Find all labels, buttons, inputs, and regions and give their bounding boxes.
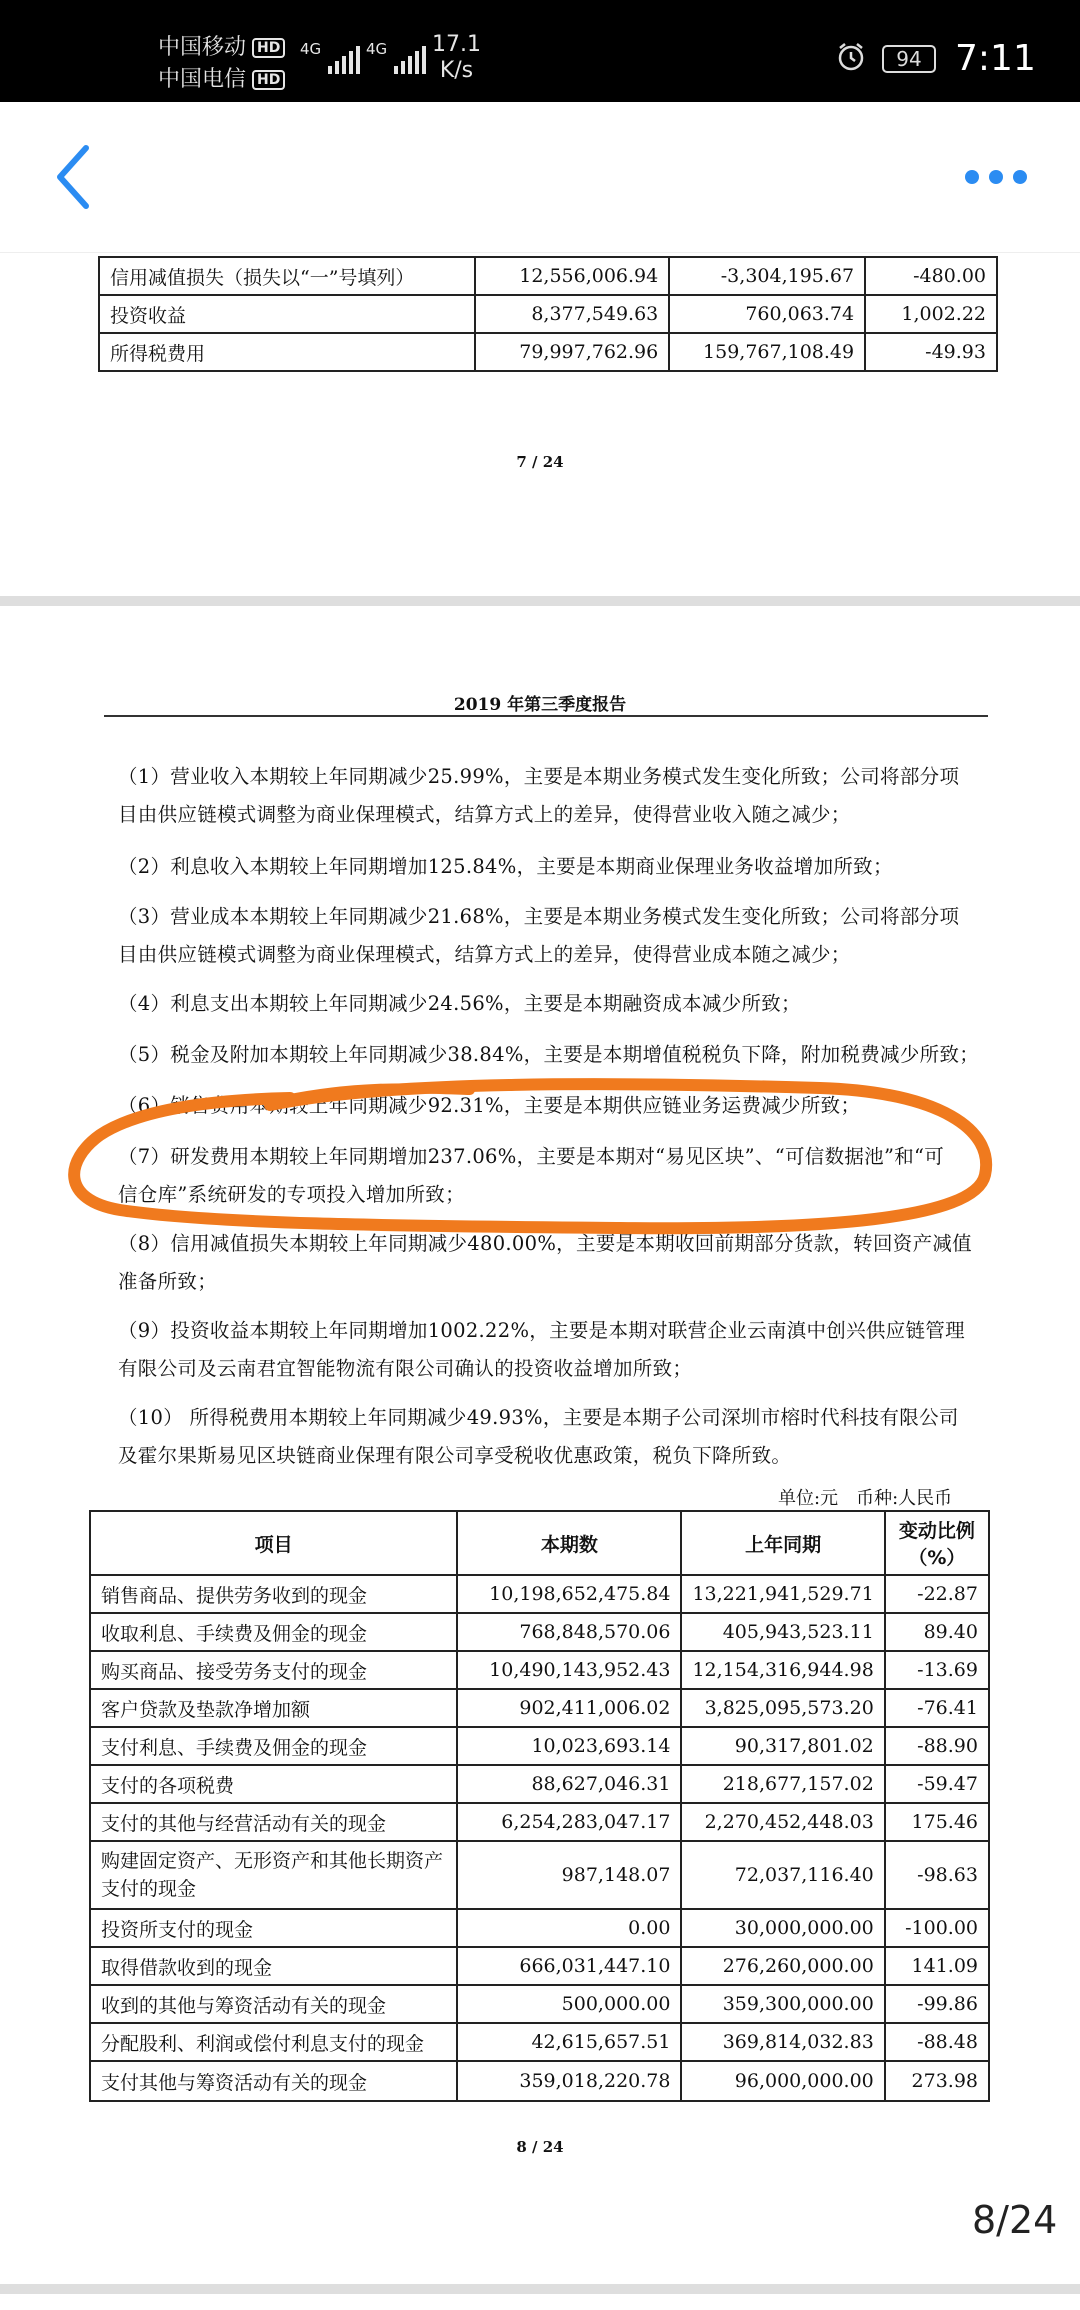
hd-badge: HD: [252, 70, 285, 90]
table-cell: 369,814,032.83: [681, 2023, 884, 2061]
more-options-icon[interactable]: [965, 157, 1035, 197]
paragraph-line: （10） 所得税费用本期较上年同期减少49.93%，主要是本期子公司深圳市榕时代科技有限公司: [118, 1406, 959, 1429]
paragraph-line: （1）营业收入本期较上年同期减少25.99%，主要是本期业务模式发生变化所致；公司将部分项: [118, 765, 960, 788]
paragraph-line: 目由供应链模式调整为商业保理模式，结算方式上的差异，使得营业成本随之减少；: [118, 943, 851, 966]
cell-line: 购建固定资产、无形资产和其他长期资产: [101, 1850, 444, 1872]
paragraph-line: 有限公司及云南君宜智能物流有限公司确认的投资收益增加所致；: [118, 1357, 693, 1380]
table-cell: 收取利息、手续费及佣金的现金: [90, 1613, 457, 1651]
table-cell: 支付其他与筹资活动有关的现金: [90, 2061, 457, 2101]
signal-icon: [328, 44, 360, 74]
table-cell: -88.90: [885, 1727, 989, 1765]
table-header-row: [90, 1511, 989, 1575]
paragraph-4: [118, 985, 998, 1023]
table-row: [90, 1575, 989, 1613]
table-row: [90, 1765, 989, 1803]
table-cell: 3,825,095,573.20: [681, 1689, 884, 1727]
column-header: 项目: [90, 1511, 457, 1575]
network-type-1: 4G: [300, 40, 322, 58]
column-header-line: （%）: [908, 1547, 966, 1569]
table-cell: 141.09: [885, 1947, 989, 1985]
table-cell: 支付的其他与经营活动有关的现金: [90, 1803, 457, 1841]
table-cell: 2,270,452,448.03: [681, 1803, 884, 1841]
table-cell: 10,198,652,475.84: [457, 1575, 681, 1613]
column-header: 本期数: [457, 1511, 681, 1575]
table-cell: -13.69: [885, 1651, 989, 1689]
clock: 7:11: [955, 38, 1036, 79]
table-cell: 760,063.74: [669, 295, 865, 333]
column-header: 上年同期: [681, 1511, 884, 1575]
table-cell: 分配股利、利润或偿付利息支付的现金: [90, 2023, 457, 2061]
table-cell: 175.46: [885, 1803, 989, 1841]
paragraph-2: [118, 848, 998, 886]
table-cell: 10,490,143,952.43: [457, 1651, 681, 1689]
table-row: [90, 1613, 989, 1651]
paragraph-3: [118, 898, 998, 974]
paragraph-line: 信仓库”系统研发的专项投入增加所致；: [118, 1183, 465, 1206]
table-cell: 取得借款收到的现金: [90, 1947, 457, 1985]
table-cell: 72,037,116.40: [681, 1841, 884, 1909]
table-cell: 支付利息、手续费及佣金的现金: [90, 1727, 457, 1765]
report-title: 2019 年第三季度报告: [453, 695, 627, 715]
table-cell: -99.86: [885, 1985, 989, 2023]
table-cell: -59.47: [885, 1765, 989, 1803]
table-cell: 0.00: [457, 1909, 681, 1947]
page-divider: [0, 596, 1080, 606]
table-cell: 销售商品、提供劳务收到的现金: [90, 1575, 457, 1613]
table-cell: -22.87: [885, 1575, 989, 1613]
table-cell: [90, 1841, 457, 1909]
paragraph-9: [118, 1312, 998, 1388]
network-type-2: 4G: [366, 40, 388, 58]
table-cell: 276,260,000.00: [681, 1947, 884, 1985]
table-cell: 信用减值损失（损失以“一”号填列）: [99, 257, 475, 295]
table-cell: 13,221,941,529.71: [681, 1575, 884, 1613]
table-cell: 42,615,657.51: [457, 2023, 681, 2061]
header-rule: [104, 715, 988, 717]
table-cell: 273.98: [885, 2061, 989, 2101]
table-cell: 79,997,762.96: [475, 333, 669, 371]
table-row: [90, 1689, 989, 1727]
table-cell: 359,300,000.00: [681, 1985, 884, 2023]
table-cell: -3,304,195.67: [669, 257, 865, 295]
table-cell: 1,002.22: [865, 295, 997, 333]
table-cell: 8,377,549.63: [475, 295, 669, 333]
table-cell: 所得税费用: [99, 333, 475, 371]
table-cell: 10,023,693.14: [457, 1727, 681, 1765]
network-speed: [432, 32, 481, 84]
speed-unit: K/s: [439, 58, 474, 83]
paragraph-line: （2）利息收入本期较上年同期增加125.84%，主要是本期商业保理业务收益增加所致；: [118, 855, 893, 878]
paragraph-line: （7）研发费用本期较上年同期增加237.06%，主要是本期对“易见区块”、“可信数据池”和“可: [118, 1145, 945, 1168]
table-cell: 收到的其他与筹资活动有关的现金: [90, 1985, 457, 2023]
cash-flow-table: [89, 1510, 990, 2102]
paragraph-line: （4）利息支出本期较上年同期减少24.56%，主要是本期融资成本减少所致；: [118, 992, 801, 1015]
carrier-2-label: 中国电信: [158, 67, 247, 92]
scroll-track[interactable]: [0, 2284, 1080, 2294]
table-cell: -76.41: [885, 1689, 989, 1727]
paragraph-10: [118, 1399, 998, 1475]
carrier-2: [158, 62, 285, 93]
paragraph-line: 目由供应链模式调整为商业保理模式，结算方式上的差异，使得营业收入随之减少；: [118, 803, 851, 826]
table-cell: -98.63: [885, 1841, 989, 1909]
table-row: [99, 333, 997, 371]
status-bar: [0, 0, 1080, 102]
table-row: [90, 2023, 989, 2061]
table-cell: -100.00: [885, 1909, 989, 1947]
table-row: [99, 295, 997, 333]
table-row: [90, 1947, 989, 1985]
paragraph-line: （5）税金及附加本期较上年同期减少38.84%，主要是本期增值税税负下降，附加税费减少所致；: [118, 1043, 980, 1066]
top-app-bar: [0, 102, 1080, 253]
table-cell: 902,411,006.02: [457, 1689, 681, 1727]
speed-value: 17.1: [432, 32, 481, 57]
table-cell: 768,848,570.06: [457, 1613, 681, 1651]
table-cell: -88.48: [885, 2023, 989, 2061]
table-row: [90, 1841, 989, 1909]
page-number: 7 / 24: [516, 453, 564, 471]
column-header-line: 变动比例: [898, 1520, 975, 1542]
table-row: [99, 257, 997, 295]
table-cell: 客户贷款及垫款净增加额: [90, 1689, 457, 1727]
signal-icon: [394, 44, 426, 74]
table-cell: 支付的各项税费: [90, 1765, 457, 1803]
table-cell: 500,000.00: [457, 1985, 681, 2023]
viewer-page-counter: 8/24: [972, 2198, 1058, 2242]
page-number: 8 / 24: [516, 2138, 564, 2156]
table-cell: 购买商品、接受劳务支付的现金: [90, 1651, 457, 1689]
paragraph-line: （8）信用减值损失本期较上年同期减少480.00%，主要是本期收回前期部分货款，转回资产减值: [118, 1232, 972, 1255]
alarm-icon: [836, 42, 866, 72]
paragraph-line: （3）营业成本本期较上年同期减少21.68%，主要是本期业务模式发生变化所致；公司将部分项: [118, 905, 960, 928]
hd-badge: HD: [252, 38, 285, 58]
paragraph-line: 准备所致；: [118, 1270, 218, 1293]
table-row: [90, 1909, 989, 1947]
hand-drawn-circle-annotation: [60, 1060, 1000, 1240]
table-cell: 359,018,220.78: [457, 2061, 681, 2101]
table-cell: 投资收益: [99, 295, 475, 333]
column-header: [885, 1511, 989, 1575]
table-cell: 96,000,000.00: [681, 2061, 884, 2101]
table-cell: 89.40: [885, 1613, 989, 1651]
table-cell: 12,556,006.94: [475, 257, 669, 295]
table-cell: 987,148.07: [457, 1841, 681, 1909]
unit-label: 单位:元 币种:人民币: [778, 1488, 953, 1509]
paragraph-1: [118, 758, 998, 834]
table-cell: -480.00: [865, 257, 997, 295]
back-arrow-icon[interactable]: [50, 142, 100, 212]
table-cell: 6,254,283,047.17: [457, 1803, 681, 1841]
table-cell: 405,943,523.11: [681, 1613, 884, 1651]
table-cell: 12,154,316,944.98: [681, 1651, 884, 1689]
battery-icon: 94: [882, 45, 936, 73]
cell-line: 支付的现金: [101, 1878, 197, 1900]
carrier-1: [158, 30, 285, 61]
table-cell: 90,317,801.02: [681, 1727, 884, 1765]
paragraph-line: 及霍尔果斯易见区块链商业保理有限公司享受税收优惠政策，税负下降所致。: [118, 1444, 792, 1467]
table-cell: 666,031,447.10: [457, 1947, 681, 1985]
table-cell: 88,627,046.31: [457, 1765, 681, 1803]
paragraph-line: （9）投资收益本期较上年同期增加1002.22%，主要是本期对联营企业云南滇中创兴供应链管理: [118, 1319, 965, 1342]
table-row: [90, 1727, 989, 1765]
table-cell: -49.93: [865, 333, 997, 371]
table-row: [90, 2061, 989, 2101]
table-row: [90, 1803, 989, 1841]
table-row: [90, 1651, 989, 1689]
table-cell: 159,767,108.49: [669, 333, 865, 371]
table-cell: 投资所支付的现金: [90, 1909, 457, 1947]
table-cell: 30,000,000.00: [681, 1909, 884, 1947]
page7-table: [98, 256, 998, 372]
paragraph-line: （6）销售费用本期较上年同期减少92.31%，主要是本期供应链业务运费减少所致；: [118, 1094, 861, 1117]
carrier-1-label: 中国移动: [158, 35, 247, 60]
table-row: [90, 1985, 989, 2023]
table-cell: 218,677,157.02: [681, 1765, 884, 1803]
